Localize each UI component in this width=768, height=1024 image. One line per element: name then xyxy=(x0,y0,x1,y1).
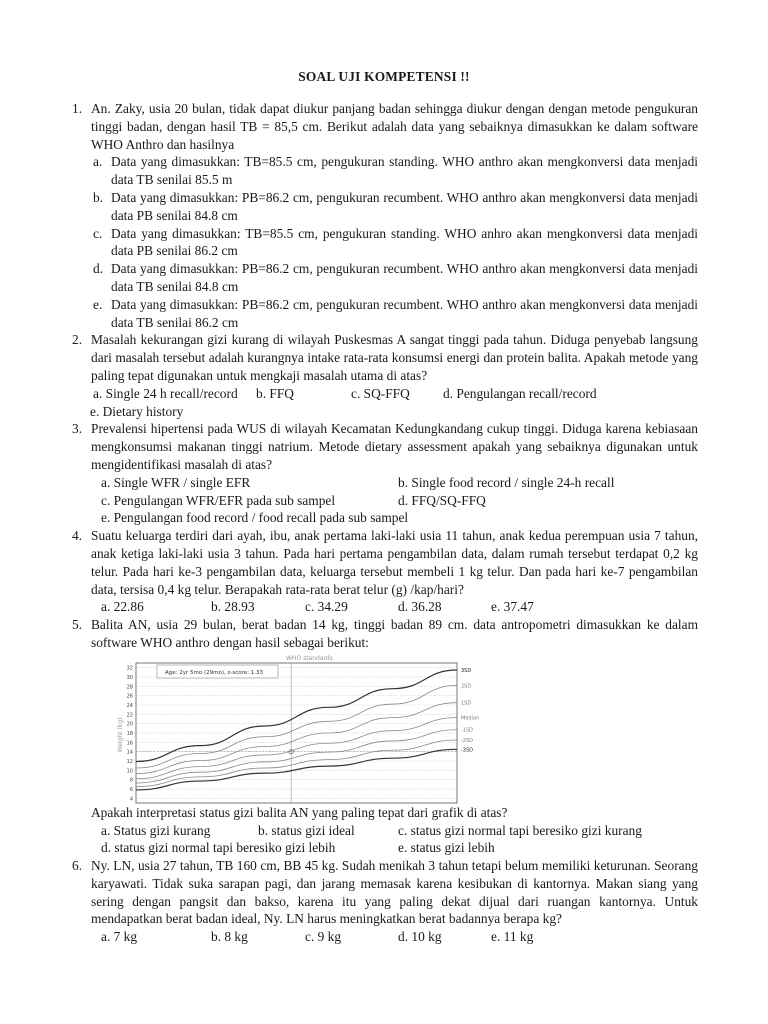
options-row xyxy=(91,839,698,857)
chart-y-tick-label: 4 xyxy=(129,796,133,803)
option-d: d. FFQ/SQ-FFQ xyxy=(398,492,486,508)
chart-y-tick-label: 16 xyxy=(126,740,133,747)
option-letter: a. xyxy=(93,154,103,170)
option-e: e. 37.47 xyxy=(491,599,534,615)
chart-series-label: -3SD xyxy=(461,747,474,754)
options-row xyxy=(72,403,698,421)
option-letter: d. xyxy=(93,261,104,277)
options-row xyxy=(91,928,698,946)
option-c: c. SQ-FFQ xyxy=(351,385,410,401)
option-c: c. 34.29 xyxy=(305,599,348,615)
chart-y-tick-label: 24 xyxy=(126,702,133,709)
option-d: d. status gizi normal tapi beresiko gizi lebih xyxy=(101,840,336,856)
growth-chart-svg xyxy=(112,655,503,809)
question-number: 2. xyxy=(72,332,83,348)
option-c: c. status gizi normal tapi beresiko gizi kurang xyxy=(398,822,642,838)
option-letter: b. xyxy=(93,189,104,205)
option-text: Data yang dimasukkan: TB=85.5 cm, pengukuran standing. WHO anthro akan mengkonversi data menjadi data TB senilai 85.5 m xyxy=(111,154,698,188)
option-b: b. FFQ xyxy=(256,385,294,401)
question-stem: Masalah kekurangan gizi kurang di wilayah Puskesmas A sangat tinggi pada tahun. Diduga penyebab langsung dari masalah tersebut adalah kurangnya intake rata-rata konsumsi energi dan protein balita. Apakah metode yang paling tepat digunakan untuk mengkaji masalah utama di atas? xyxy=(91,332,698,383)
chart-y-tick-label: 10 xyxy=(126,768,133,775)
option-text: Data yang dimasukkan: PB=86.2 cm, pengukuran recumbent. WHO anthro akan mengkonversi data menjadi data PB senilai 84.8 cm xyxy=(111,189,698,223)
option-d xyxy=(91,260,698,296)
question-5 xyxy=(72,616,698,857)
option-b: b. Single food record / single 24-h recall xyxy=(398,474,615,490)
question-stem: Suatu keluarga terdiri dari ayah, ibu, anak pertama laki-laki usia 11 tahun, anak kedua perempuan usia 7 tahun, anak ketiga laki-laki usia 3 tahun. Pada hari pertama pengambilan data, dalam rumah tersebut terdapat 0,2 kg telur. Pada hari ke-3 pengambilan data, keluarga tersebut membeli 1 kg telur. Dan pada hari ke-7 pengambilan data, tersisa 0,4 kg telur. Berapakah rata-rata berat telur (g) /kap/hari? xyxy=(91,528,698,597)
chart-y-tick-label: 32 xyxy=(126,665,133,672)
chart-legend-text: Age: 2yr 5mo (29mo), z-score: 1.33 xyxy=(165,669,263,676)
option-letter: c. xyxy=(93,225,103,241)
question-1 xyxy=(72,100,698,331)
chart-series-label: 3SD xyxy=(461,667,472,674)
options-row xyxy=(91,822,698,840)
option-a: a. Single WFR / single EFR xyxy=(101,474,251,490)
option-text: Data yang dimasukkan: TB=85.5 cm, pengukuran standing. WHO anhro akan mengkonversi data menjadi data PB senilai 86.2 cm xyxy=(111,225,698,259)
chart-title: WHO standards xyxy=(286,654,333,662)
question-3 xyxy=(72,420,698,527)
question-prompt: Apakah interpretasi status gizi balita AN yang paling tepat dari grafik di atas? xyxy=(91,804,508,820)
option-a xyxy=(91,153,698,189)
question-stem: Ny. LN, usia 27 tahun, TB 160 cm, BB 45 kg. Sudah menikah 3 tahun tetapi belum memiliki keturunan. Seorang karyawati. Tidak suka sarapan pagi, dan jarang memasak karena kesibukan di kantornya. Makan siang yang sering dengan pangsit dan bakso, karena itu yang paling dekat dijual dari ruangan kantornya. Untuk mendapatkan berat badan ideal, Ny. LN harus meningkatkan berat badannya berapa kg? xyxy=(91,858,698,927)
question-number: 3. xyxy=(72,421,83,437)
option-a: a. 7 kg xyxy=(101,929,138,945)
options-row xyxy=(91,598,698,616)
option-b: b. 8 kg xyxy=(211,929,248,945)
page-title: SOAL UJI KOMPETENSI !! xyxy=(298,69,470,84)
option-a: a. Single 24 h recall/record xyxy=(93,385,238,401)
chart-series-label: -2SD xyxy=(461,737,474,744)
option-e: e. status gizi lebih xyxy=(398,840,495,856)
question-6 xyxy=(72,857,698,946)
options-row xyxy=(91,385,698,403)
chart-y-tick-label: 6 xyxy=(129,786,133,793)
option-e: e. Pengulangan food record / food recall pada sub sampel xyxy=(101,510,409,526)
chart-y-tick-label: 18 xyxy=(126,730,133,737)
option-c xyxy=(91,225,698,261)
option-e xyxy=(91,296,698,332)
chart-series-label: 1SD xyxy=(461,700,472,707)
options-row xyxy=(91,492,698,510)
question-stem: Prevalensi hipertensi pada WUS di wilayah Kecamatan Kedungkandang cukup tinggi. Diduga karena kebiasaan mengkonsumsi makanan tinggi natrium. Metode dietary assessment apakah yang sebaiknya digunakan untuk mengidentifikasi masalah di atas? xyxy=(91,421,698,472)
option-a: a. Status gizi kurang xyxy=(101,822,211,838)
chart-y-tick-label: 8 xyxy=(129,777,133,784)
chart-y-tick-label: 26 xyxy=(126,693,133,700)
option-e: e. 11 kg xyxy=(491,929,534,945)
question-number: 4. xyxy=(72,528,83,544)
option-text: Data yang dimasukkan: PB=86.2 cm, pengukuran recumbent. WHO anthro akan mengkonversi data menjadi data TB senilai 86.2 cm xyxy=(111,296,698,330)
option-d: d. 36.28 xyxy=(398,599,442,615)
chart-series-label: 2SD xyxy=(461,683,472,690)
chart-y-axis-label: Weight (kg) xyxy=(117,717,124,753)
option-e: e. Dietary history xyxy=(90,403,184,419)
chart-series-label: Median xyxy=(461,715,480,722)
option-text: Data yang dimasukkan: PB=86.2 cm, pengukuran recumbent. WHO anthro akan mengkonversi data menjadi data TB senilai 84.8 cm xyxy=(111,261,698,294)
question-number: 1. xyxy=(72,101,83,116)
option-c: c. 9 kg xyxy=(305,929,342,945)
option-letter: e. xyxy=(93,296,103,312)
question-number: 5. xyxy=(72,617,83,633)
chart-y-tick-label: 20 xyxy=(126,721,133,728)
chart-y-tick-label: 14 xyxy=(126,749,133,756)
question-stem: Balita AN, usia 29 bulan, berat badan 14 kg, tinggi badan 89 cm. data antropometri dimasukkan ke dalam software WHO anthro dengan hasil sebagai berikut: xyxy=(91,617,698,650)
chart-y-tick-label: 12 xyxy=(126,758,133,765)
option-d: d. Pengulangan recall/record xyxy=(443,385,597,401)
chart-series-label: -1SD xyxy=(461,727,474,734)
chart-y-tick-label: 22 xyxy=(126,712,133,719)
option-d: d. 10 kg xyxy=(398,929,442,945)
question-4 xyxy=(72,527,698,616)
question-stem: An. Zaky, usia 20 bulan, tidak dapat diukur panjang badan sehingga diukur dengan dengan metode pengukuran tinggi badan, dengan hasil TB = 85,5 cm. Berikut adalah data yang sebaiknya dimasukkan ke dalam software WHO Anthro dan hasilnya xyxy=(91,101,698,152)
question-list xyxy=(72,100,698,946)
question-number: 6. xyxy=(72,858,83,874)
growth-chart xyxy=(112,652,698,806)
option-b xyxy=(91,189,698,225)
chart-y-tick-label: 28 xyxy=(126,684,133,691)
option-b: b. 28.93 xyxy=(211,599,255,615)
option-c: c. Pengulangan WFR/EFR pada sub sampel xyxy=(101,492,336,508)
chart-y-tick-label: 30 xyxy=(126,674,133,681)
option-b: b. status gizi ideal xyxy=(258,822,355,838)
options-row xyxy=(91,474,698,492)
options-row xyxy=(91,509,698,527)
question-2 xyxy=(72,331,698,420)
option-a: a. 22.86 xyxy=(101,599,144,615)
